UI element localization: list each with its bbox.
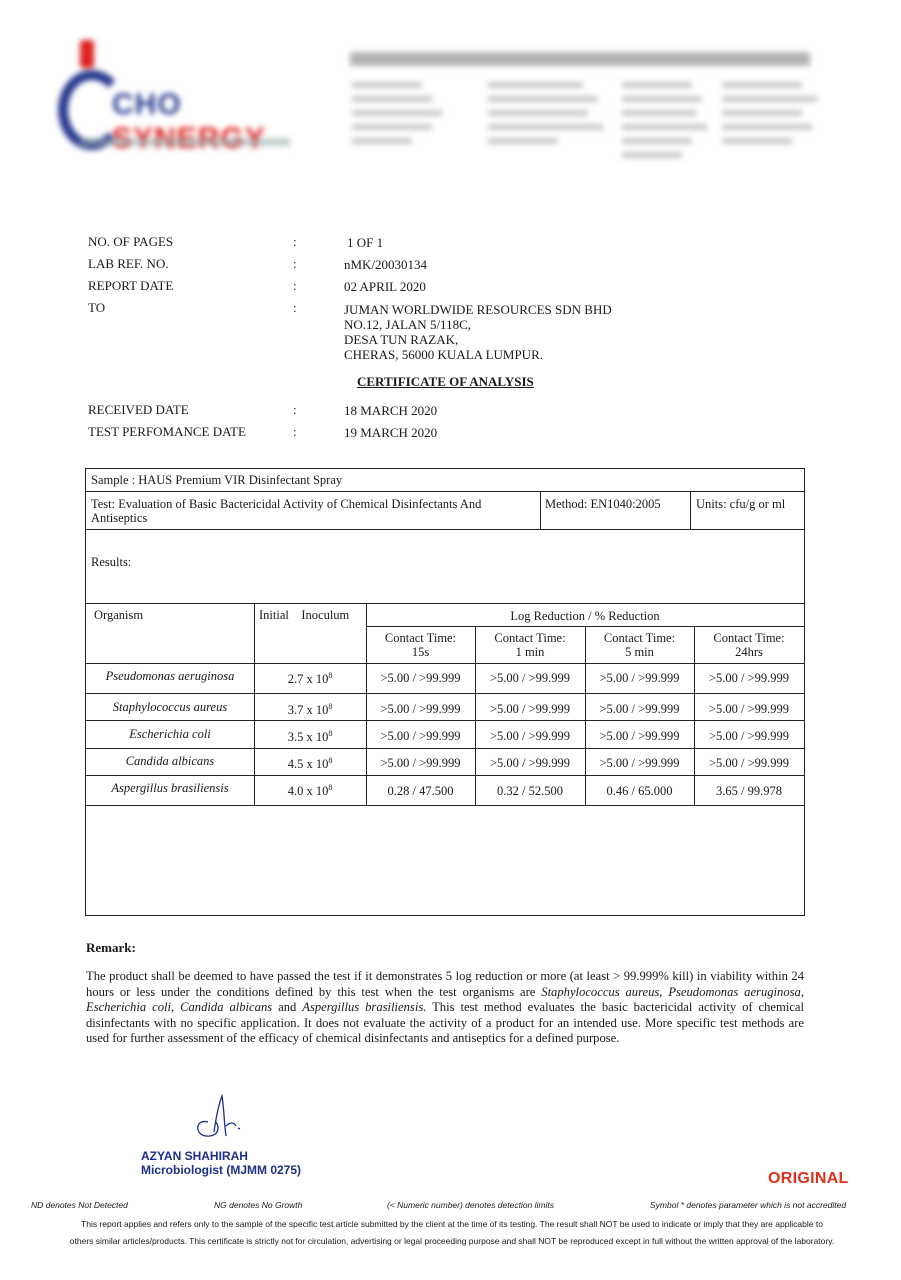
logo-wordmark: CHO (112, 88, 182, 121)
label-to: TO (88, 300, 106, 315)
footer-limits-note: (< Numeric number) denotes detection limits (387, 1200, 554, 1210)
result-cell: >5.00 / >99.999 (380, 702, 461, 716)
result-cell: >5.00 / >99.999 (599, 756, 680, 770)
result-cell: >5.00 / >99.999 (380, 671, 461, 685)
footer-disclaimer-1: This report applies and refers only to the sample of the specific test article submitted by the client at the time of its testing. The result shall NOT be used to indicate or imply that they are applicable to (81, 1219, 823, 1229)
inoculum-cell: 3.7 x $10^8$ (287, 702, 333, 718)
value-no-of-pages: 1 OF 1 (347, 235, 384, 250)
results-table-box (85, 468, 805, 916)
result-cell: >5.00 / >99.999 (489, 756, 571, 770)
signature-scribble (186, 1092, 246, 1148)
label-test-date: TEST PERFOMANCE DATE (88, 424, 246, 439)
result-cell: >5.00 / >99.999 (489, 671, 571, 685)
letterhead-address-block (0, 0, 901, 180)
header-organism: Organism (94, 608, 144, 622)
result-cell: >5.00 / >99.999 (489, 729, 571, 743)
header-contact-24hrs: Contact Time: 24hrs (713, 631, 785, 659)
footer-ng-note: NG denotes No Growth (214, 1200, 303, 1210)
header-initial-inoculum: Initial Inoculum (259, 608, 350, 622)
header-contact-5min: Contact Time: 5 min (603, 631, 676, 659)
header-contact-15s: Contact Time: 15s (384, 631, 457, 659)
certificate-title: CERTIFICATE OF ANALYSIS (357, 374, 534, 389)
colon: : (293, 402, 297, 417)
test-method: Method: EN1040:2005 (545, 497, 661, 511)
inoculum-cell: 4.0 x $10^8$ (287, 783, 333, 799)
organism-cell: Aspergillus brasiliensis (111, 781, 229, 795)
value-test-date: 19 MARCH 2020 (344, 425, 438, 440)
original-stamp: ORIGINAL (768, 1170, 849, 1187)
colon: : (293, 256, 297, 271)
addressee-block: JUMAN WORLDWIDE RESOURCES SDN BHD NO.12, JALAN 5/118C, DESA TUN RAZAK, CHERAS, 56000 KUALA LUMPUR. (344, 302, 612, 362)
organism-cell: Escherichia coli (129, 727, 211, 741)
result-cell: >5.00 / >99.999 (708, 756, 790, 770)
organism-cell: Candida albicans (125, 754, 215, 768)
remark-heading: Remark: (86, 940, 136, 955)
units: Units: cfu/g or ml (696, 497, 786, 511)
result-cell: >5.00 / >99.999 (599, 671, 680, 685)
footer-disclaimer-2: others similar articles/products. This certificate is strictly not for circulation, advertising or legal proceeding purpose and shall NOT be reproduced except in full without the written approval of the laboratory. (69, 1236, 835, 1246)
organism-cell: Staphylococcus aureus (112, 700, 228, 714)
result-cell: >5.00 / >99.999 (380, 729, 461, 743)
sample-name: Sample : HAUS Premium VIR Disinfectant Spray (91, 473, 343, 487)
inoculum-cell: 2.7 x $10^8$ (287, 671, 333, 687)
result-cell: 0.32 / 52.500 (497, 784, 563, 798)
remark-text: The product shall be deemed to have passed the test if it demonstrates 5 log reduction or more (at least > 99.999% kill) in viability within 24 hours or less under the conditions defined by this test when the test organisms are Staphylococcus aureus, Pseudomonas aeruginosa, Escherichia coli, Candida albicans and Aspergillus brasiliensis. This test method evaluates the basic bactericidal activity of chemical disinfectants with no specific application. It does not evaluate the activity of a product for an intended use. More specific test methods are used for further assessment of the efficacy of chemical disinfectants and antiseptics for a defined purpose. (86, 969, 804, 1045)
organism-cell: Pseudomonas aeruginosa (105, 669, 235, 683)
result-cell: 0.46 / 65.000 (606, 784, 673, 798)
footer-symbol-note: Symbol * denotes parameter which is not accredited (650, 1200, 847, 1210)
label-report-date: REPORT DATE (88, 278, 174, 293)
label-lab-ref: LAB REF. NO. (88, 256, 169, 271)
signatory-title: Microbiologist (MJMM 0275) (141, 1163, 302, 1177)
colon: : (293, 424, 297, 439)
result-cell: >5.00 / >99.999 (708, 671, 790, 685)
label-no-of-pages: NO. OF PAGES (88, 234, 174, 249)
colon: : (293, 300, 297, 315)
footer-nd-note: ND denotes Not Detected (31, 1200, 128, 1210)
result-cell: >5.00 / >99.999 (380, 756, 461, 770)
inoculum-cell: 3.5 x $10^8$ (287, 729, 333, 745)
value-lab-ref: nMK/20030134 (344, 257, 428, 272)
colon: : (293, 234, 297, 249)
inoculum-cell: 4.5 x $10^8$ (287, 756, 333, 772)
result-cell: >5.00 / >99.999 (708, 702, 790, 716)
result-cell: 3.65 / 99.978 (716, 784, 782, 798)
value-report-date: 02 APRIL 2020 (344, 279, 426, 294)
result-cell: >5.00 / >99.999 (599, 702, 680, 716)
signatory-name: AZYAN SHAHIRAH (141, 1149, 248, 1163)
result-cell: >5.00 / >99.999 (708, 729, 790, 743)
colon: : (293, 278, 297, 293)
test-description: Test: Evaluation of Basic Bactericidal Activity of Chemical Disinfectants And Antiseptics (91, 497, 482, 525)
result-cell: >5.00 / >99.999 (489, 702, 571, 716)
header-log-reduction: Log Reduction / % Reduction (510, 609, 660, 623)
result-cell: 0.28 / 47.500 (387, 784, 454, 798)
result-cell: >5.00 / >99.999 (599, 729, 680, 743)
results-label: Results: (91, 555, 132, 569)
value-received-date: 18 MARCH 2020 (344, 403, 438, 418)
header-contact-1min: Contact Time: 1 min (494, 631, 566, 659)
label-received-date: RECEIVED DATE (88, 402, 189, 417)
